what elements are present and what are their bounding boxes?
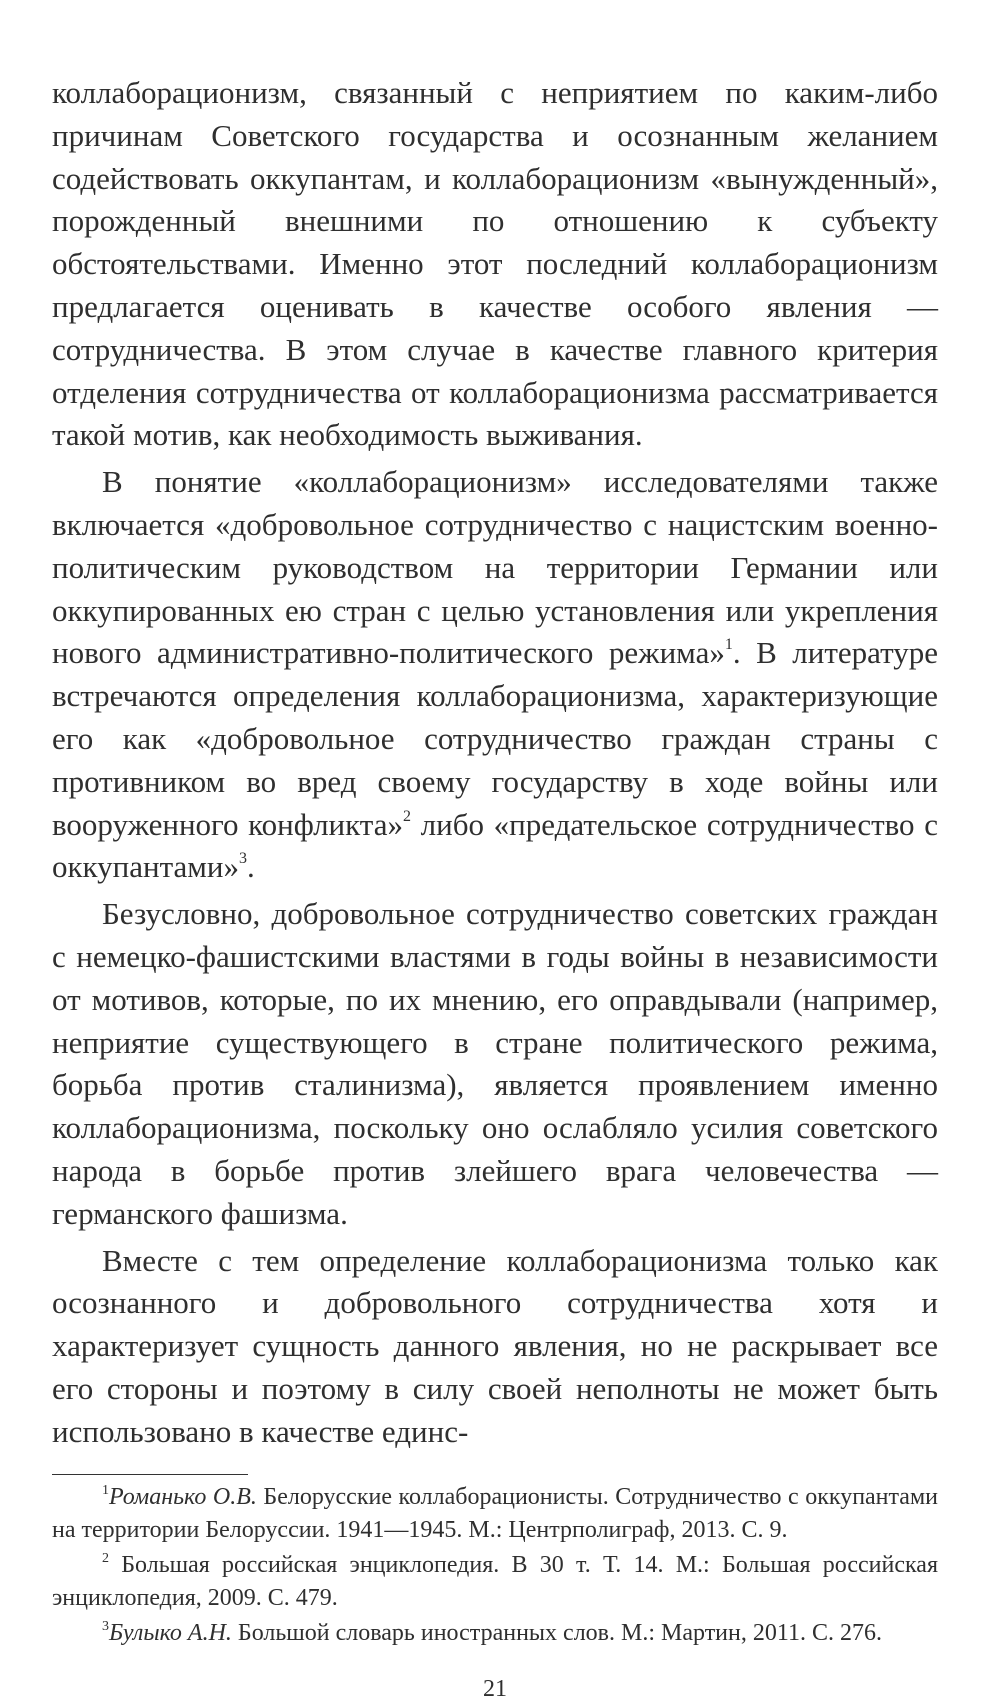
body-text	[52, 72, 938, 1454]
footnote-ref-3: 3	[239, 850, 248, 868]
paragraph-1: коллаборационизм, связанный с неприятием по каким-либо причинам Советского государства и осознанным желанием содействовать оккупантам, и коллаборационизм «вынужденный», порожденный внешними по отношению к субъекту обстоятельствами. Именно этот последний коллаборационизм предлагается оценивать в качестве особого явления — сотрудничества. В этом случае в качестве главного критерия отделения сотрудничества от коллаборационизма рассматривается такой мотив, как необходимость выживания.	[52, 75, 938, 453]
footnote-text: Большой словарь иностранных слов. М.: Мартин, 2011. С. 276.	[231, 1619, 882, 1646]
paragraph-2	[52, 461, 938, 889]
footnotes	[52, 1481, 938, 1650]
footnote-text: Большая российская энциклопедия. В 30 т. Т. 14. М.: Большая российская энциклопедия, 2009. С. 479.	[52, 1551, 938, 1611]
paragraph-2-part-4: .	[247, 849, 255, 885]
footnote-divider	[52, 1474, 248, 1475]
footnote-number: 3	[102, 1618, 109, 1634]
paragraph-3: Безусловно, добровольное сотрудничество советских граждан с немецко-фашистскими властями в годы войны в независимости от мотивов, которые, по их мнению, его оправдывали (например, неприятие существующего в стране политического режима, борьба против сталинизма), является проявлением именно коллаборационизма, поскольку оно ослабляло усилия советского народа в борьбе против злейшего врага человечества — германского фашизма.	[52, 896, 938, 1231]
footnote-2	[52, 1549, 938, 1615]
paragraph-2-part-3: либо «предательское сотрудничество с оккупантами»	[52, 806, 939, 885]
paragraph-2-part-1: В понятие «коллаборационизм» исследователями также включается «добровольное сотрудничество с нацистским военно-политическим руководством на территории Германии или оккупированных ею стран с целью установления или укрепления нового административно-политического режима»	[52, 464, 938, 671]
footnote-1	[52, 1481, 938, 1547]
book-page	[52, 72, 938, 1703]
footnote-ref-2: 2	[402, 807, 411, 825]
page-number: 21	[483, 1675, 507, 1702]
footnote-text: Белорусские коллаборационисты. Сотрудничество с оккупантами на территории Белоруссии. 1941—1945. М.: Центрполиграф, 2013. С. 9.	[52, 1483, 938, 1543]
footnote-number: 1	[102, 1482, 109, 1498]
footnote-3	[52, 1617, 938, 1650]
paragraph-2-part-2: . В литературе встречаются определения коллаборационизма, характеризующие его как «добровольное сотрудничество граждан страны с противником во вред своему государству в ходе войны или вооруженного конфликта»	[52, 635, 938, 842]
footnote-ref-1: 1	[724, 636, 733, 654]
paragraph-4: Вместе с тем определение коллаборационизма только как осознанного и добровольного сотрудничества хотя и характеризует сущность данного явления, но не раскрывает все его стороны и поэтому в силу своей неполноты не может быть использовано в качестве единс-	[52, 1242, 938, 1449]
footnote-author: Булыко А.Н.	[109, 1619, 232, 1646]
footnote-number: 2	[102, 1550, 109, 1566]
footnote-author: Романько О.В.	[109, 1483, 257, 1510]
